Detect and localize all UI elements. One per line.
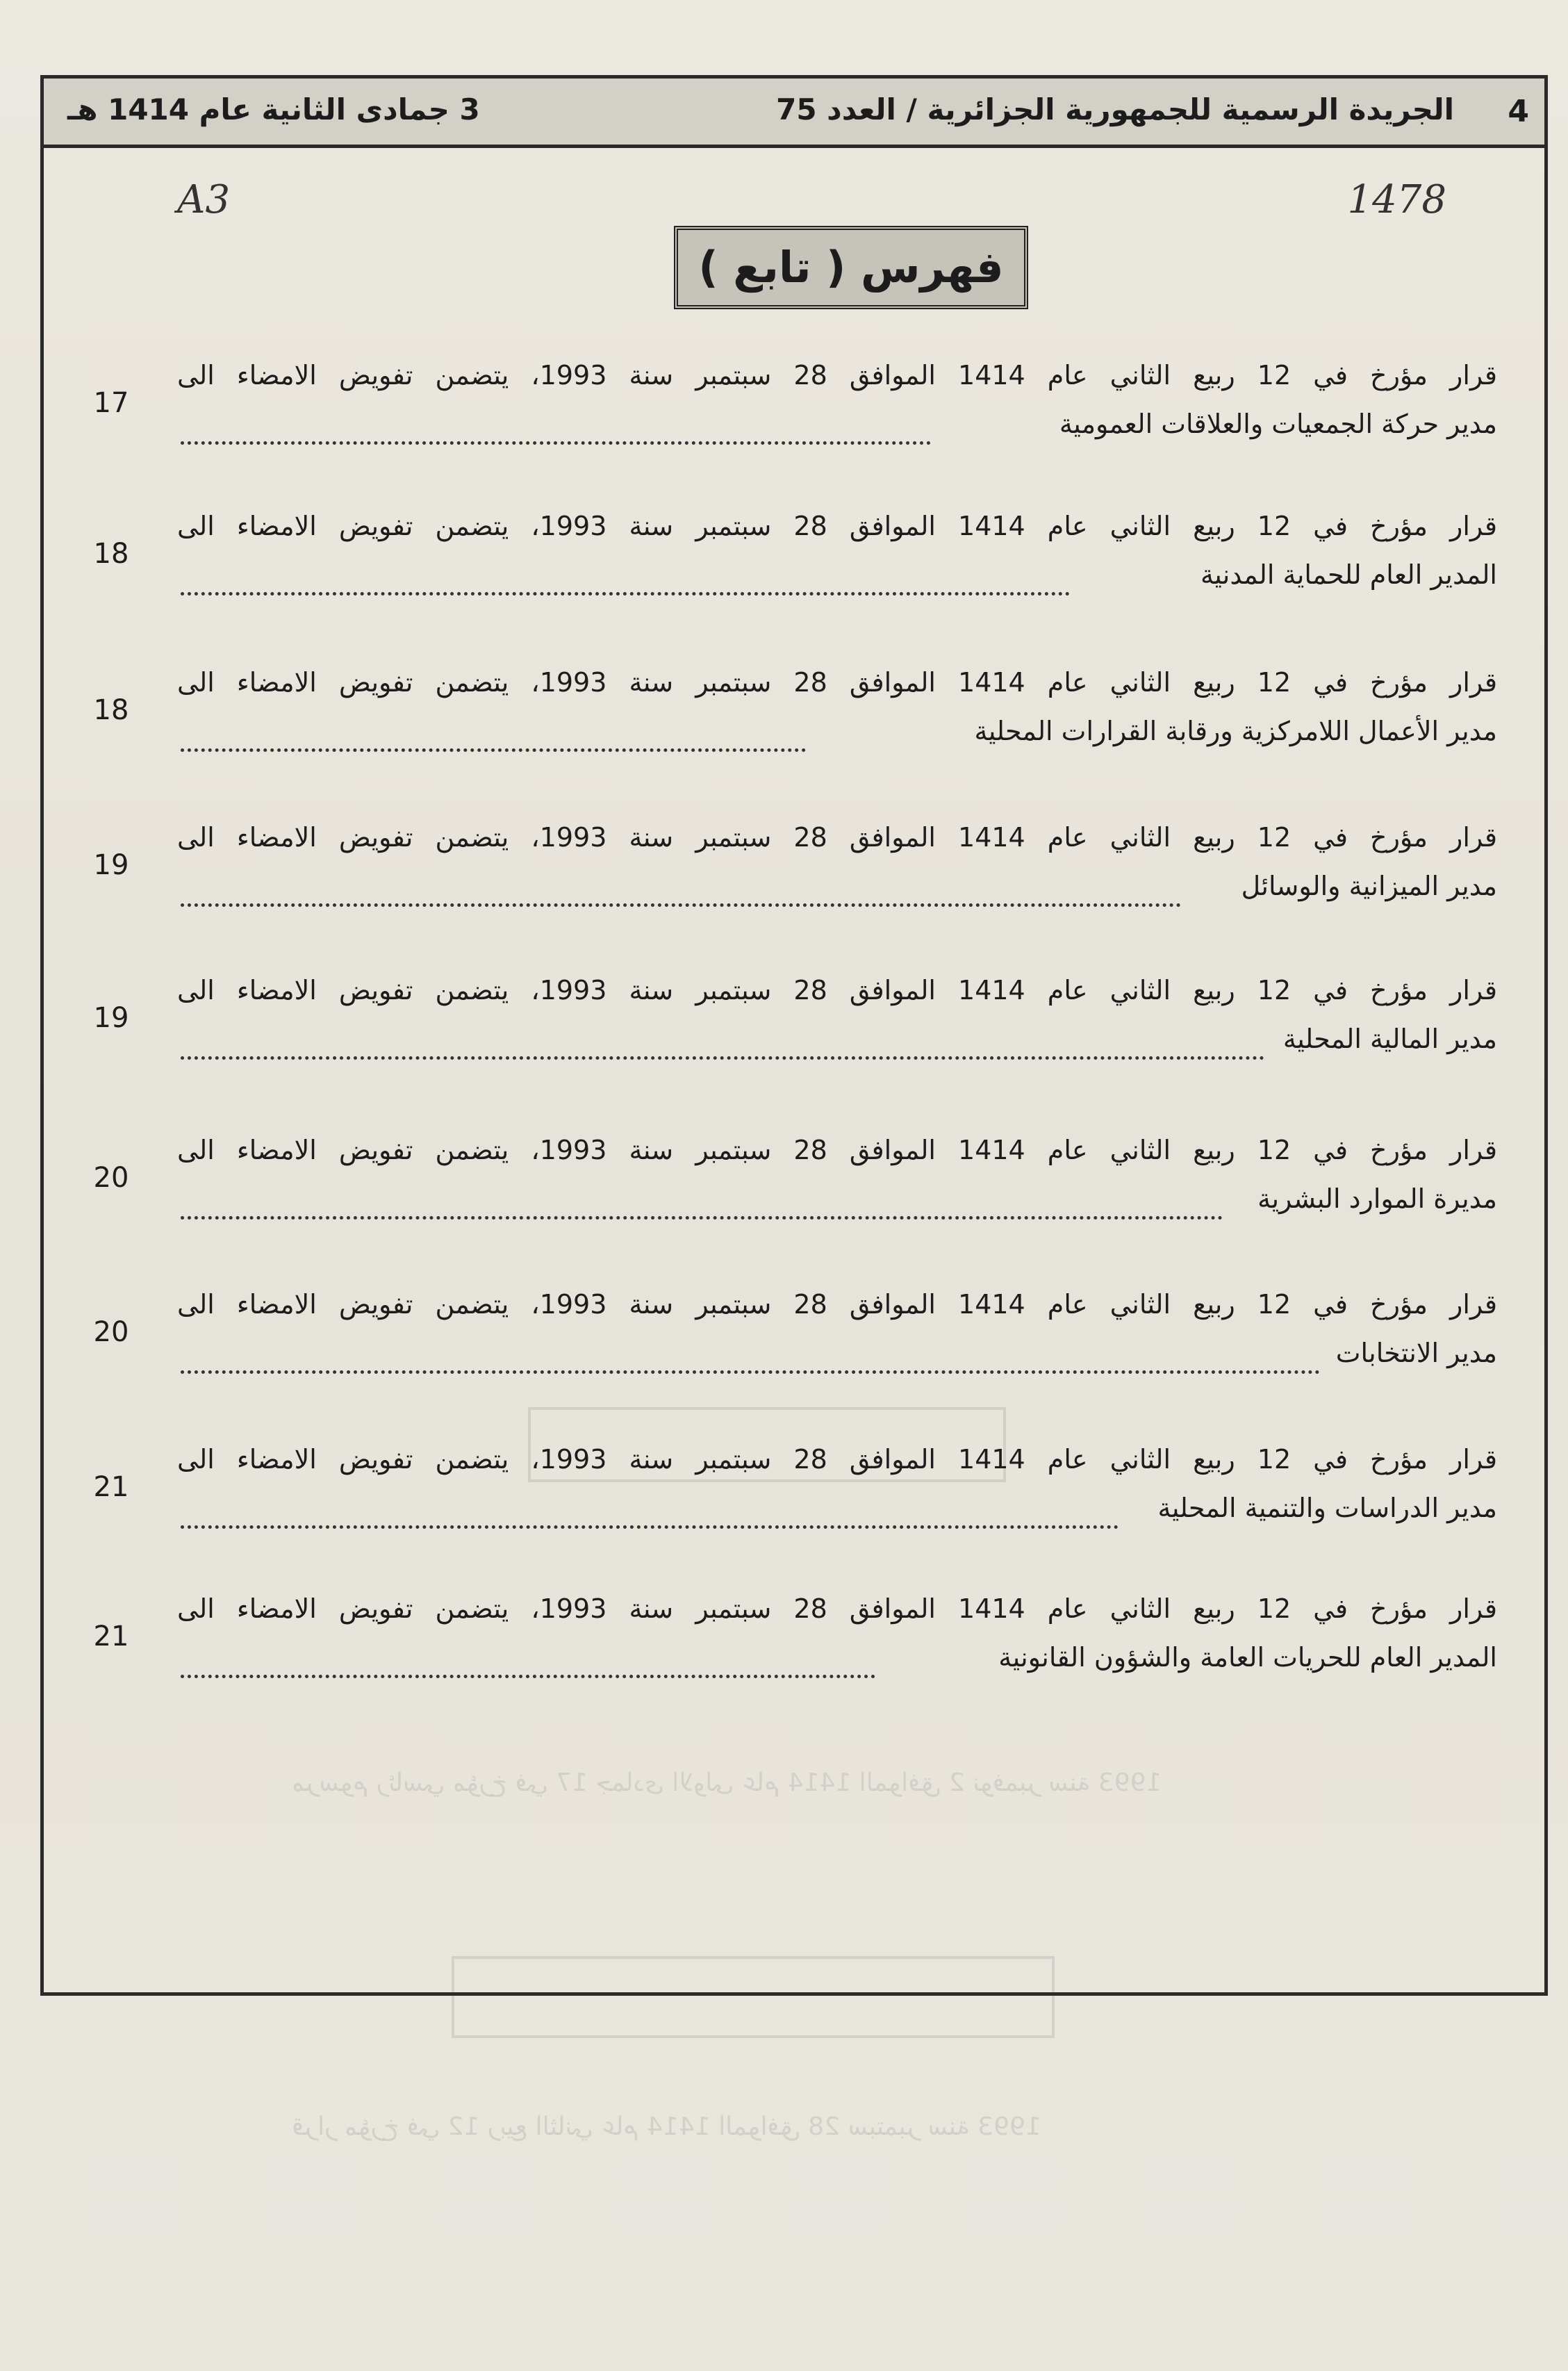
entry-page-number: 17	[93, 387, 129, 419]
entry-text: قرار مؤرخ في 12 ربيع الثاني عام 1414 الموافق 28 سبتمبر سنة 1993، يتضمن تفويض الامضاء الى	[177, 667, 1498, 698]
leader-dots	[181, 1028, 1264, 1060]
index-entry	[69, 665, 1497, 769]
index-entry	[69, 1287, 1497, 1391]
handwritten-note-left: A3	[177, 177, 231, 222]
entry-subject: مدير الميزانية والوسائل	[1241, 871, 1497, 901]
entry-text: قرار مؤرخ في 12 ربيع الثاني عام 1414 الموافق 28 سبتمبر سنة 1993، يتضمن تفويض الامضاء الى	[177, 975, 1498, 1006]
entry-subject: مدير الانتخابات	[1335, 1338, 1497, 1368]
bleed-through-text: مرسوم رئاسي مؤرخ في 17 جمادى الاولى عام 1414 الموافق 2 نوفمبر سنة 1993	[292, 1769, 1162, 1797]
entry-page-number: 19	[93, 849, 129, 881]
entry-text: قرار مؤرخ في 12 ربيع الثاني عام 1414 الموافق 28 سبتمبر سنة 1993، يتضمن تفويض الامضاء الى	[177, 511, 1498, 541]
index-entry	[69, 1442, 1497, 1546]
bleed-through-text: قرار مؤرخ في 12 ربيع الثاني عام 1414 الموافق 28 سبتمبر سنة 1993	[292, 2112, 1041, 2141]
entry-page-number: 18	[93, 538, 129, 570]
entry-text: قرار مؤرخ في 12 ربيع الثاني عام 1414 الموافق 28 سبتمبر سنة 1993، يتضمن تفويض الامضاء الى	[177, 822, 1498, 853]
entry-page-number: 18	[93, 694, 129, 726]
index-entry	[69, 973, 1497, 1077]
index-entry	[69, 1591, 1497, 1696]
entry-text: قرار مؤرخ في 12 ربيع الثاني عام 1414 الموافق 28 سبتمبر سنة 1993، يتضمن تفويض الامضاء الى	[177, 1593, 1498, 1624]
entry-subject: مدير حركة الجمعيات والعلاقات العمومية	[1059, 409, 1497, 439]
index-entry	[69, 820, 1497, 924]
entry-subject: المدير العام للحريات العامة والشؤون القانونية	[998, 1642, 1497, 1673]
entry-subject: مدير الأعمال اللامركزية ورقابة القرارات المحلية	[974, 716, 1497, 746]
leader-dots	[181, 1343, 1320, 1374]
handwritten-note-right: 1478	[1347, 177, 1446, 222]
gazette-title: الجريدة الرسمية للجمهورية الجزائرية / العدد 75	[776, 92, 1454, 126]
page-number: 4	[1508, 94, 1529, 129]
entry-page-number: 20	[93, 1162, 129, 1194]
page-header	[44, 79, 1544, 148]
entry-subject: مدير الدراسات والتنمية المحلية	[1157, 1493, 1497, 1523]
entry-text: قرار مؤرخ في 12 ربيع الثاني عام 1414 الموافق 28 سبتمبر سنة 1993، يتضمن تفويض الامضاء الى	[177, 1444, 1498, 1475]
entry-text: قرار مؤرخ في 12 ربيع الثاني عام 1414 الموافق 28 سبتمبر سنة 1993، يتضمن تفويض الامضاء الى	[177, 360, 1498, 391]
entry-text: قرار مؤرخ في 12 ربيع الثاني عام 1414 الموافق 28 سبتمبر سنة 1993، يتضمن تفويض الامضاء الى	[177, 1289, 1498, 1320]
issue-date: 3 جمادى الثانية عام 1414 هـ	[67, 92, 480, 126]
entry-page-number: 19	[93, 1002, 129, 1034]
leader-dots	[181, 876, 1181, 907]
leader-dots	[181, 721, 806, 752]
entry-subject: مديرة الموارد البشرية	[1257, 1183, 1497, 1214]
leader-dots	[181, 1498, 1119, 1529]
entry-subject: مدير المالية المحلية	[1282, 1024, 1497, 1054]
entry-subject: المدير العام للحماية المدنية	[1200, 559, 1497, 590]
leader-dots	[181, 1188, 1223, 1220]
entry-page-number: 20	[93, 1316, 129, 1348]
leader-dots	[181, 564, 1070, 596]
index-title-box	[674, 226, 1028, 309]
index-entry	[69, 509, 1497, 613]
index-entry	[69, 358, 1497, 462]
index-entry	[69, 1133, 1497, 1237]
entry-text: قرار مؤرخ في 12 ربيع الثاني عام 1414 الموافق 28 سبتمبر سنة 1993، يتضمن تفويض الامضاء الى	[177, 1135, 1498, 1165]
index-title: فهرس ( تابع )	[698, 242, 1004, 293]
entry-page-number: 21	[93, 1471, 129, 1503]
entry-page-number: 21	[93, 1621, 129, 1652]
leader-dots	[181, 1647, 875, 1678]
leader-dots	[181, 413, 931, 445]
